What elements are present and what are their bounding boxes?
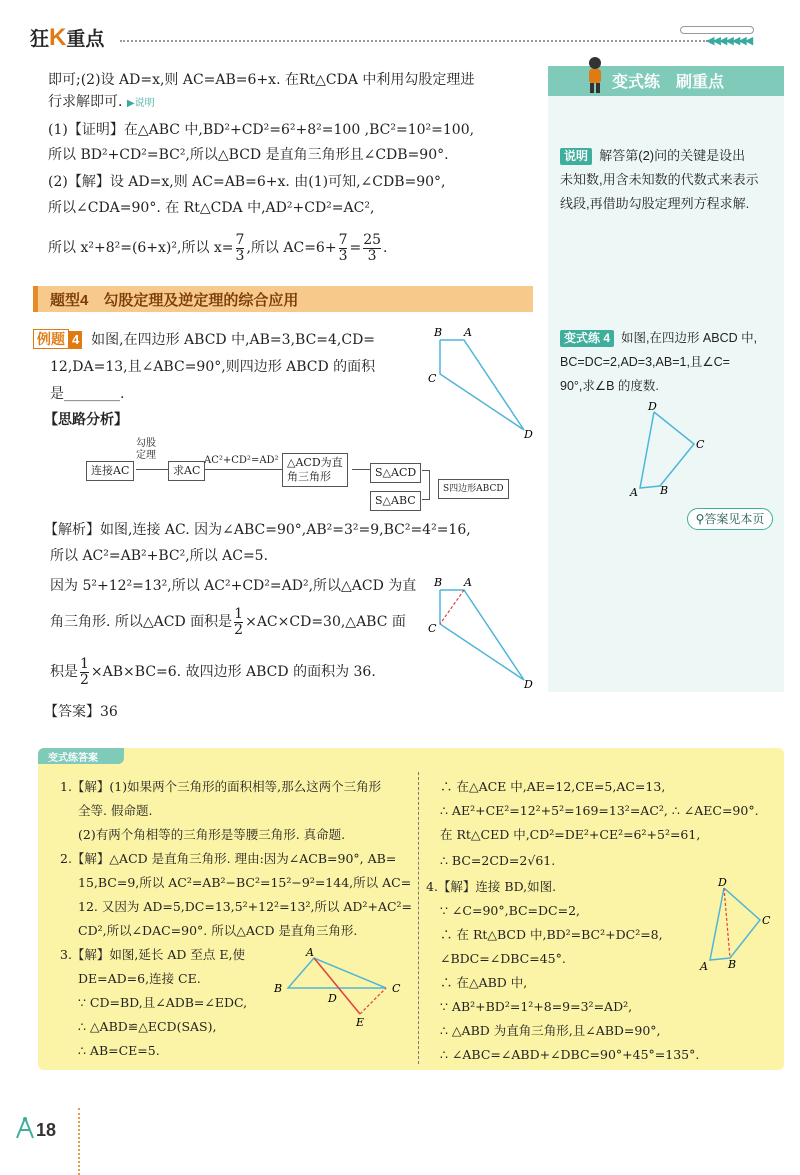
flow-area-acd: S△ACD: [370, 463, 421, 483]
cont-line-5: (2)【解】设 AD=x,则 AC=AB=6+x. 由(1)可知,∠CDB=90°,: [48, 174, 446, 190]
ans-left-5: 15,BC=9,所以 AC²=AB²−BC²=15²−9²=144,所以 AC=: [78, 875, 412, 890]
ans-right-2: ∴ AE²+CE²=12²+5²=169=13²=AC², ∴ ∠AEC=90°.: [440, 803, 759, 818]
fig-label-c: C: [428, 372, 437, 385]
answers-divider: [418, 772, 419, 1064]
ans-right-4: ∴ BC=2CD=2√61.: [440, 853, 556, 868]
answer-line: 【答案】36: [44, 704, 118, 720]
vfig-label-a: A: [630, 486, 638, 499]
a4-label-c: C: [762, 914, 771, 927]
a3-label-a: A: [306, 946, 314, 959]
ans-left-3: (2)有两个角相等的三角形是等腰三角形. 真命题.: [78, 827, 346, 842]
ans-left-4: 2.【解】△ACD 是直角三角形. 理由:因为∠ACB=90°, AB=: [60, 851, 397, 866]
fig-label-a: A: [464, 326, 472, 339]
vfig-label-b: B: [660, 484, 669, 497]
ans-right-1: ∴ 在△ACE 中,AE=12,CE=5,AC=13,: [440, 779, 666, 794]
flow-brace: [422, 470, 430, 500]
ans-left-9: DE=AD=6,连接 CE.: [78, 971, 201, 986]
answer-link-button[interactable]: ⚲答案见本页: [687, 508, 773, 530]
cont-line-3: (1)【证明】在△ABC 中,BD²+CD²=6²+8²=100 ,BC²=10²=100,: [48, 122, 475, 138]
book-logo: 狂K重点: [30, 24, 105, 51]
variant-tag: 变式练 4: [560, 330, 614, 347]
think-heading: 【思路分析】: [44, 412, 128, 428]
variant-figure-quad: [624, 398, 708, 502]
right-panel-title: 变式练 刷重点: [612, 74, 725, 91]
solution-line-1: 【解析】如图,连接 AC. 因为∠ABC=90°,AB²=3²=9,BC²=4²=16,: [44, 522, 471, 538]
solution-figure-quad: [426, 574, 538, 690]
example-number: 4: [69, 331, 82, 349]
vfig-label-c: C: [696, 438, 705, 451]
solution-line-2: 所以 AC²=AB²+BC²,所以 AC=5.: [50, 548, 269, 564]
ans-right-11: ∴ △ABD 为直角三角形,且∠ABD=90°,: [440, 1023, 661, 1038]
solution-line-5: 积是 $\frac{1}{2}$ ×AB×BC=6. 故四边形 ABCD 的面积为 36.: [50, 655, 376, 688]
flow-arrow-3: [352, 469, 370, 470]
ans-right-9: ∴ 在△ABD 中,: [440, 975, 528, 990]
cont-line-6: 所以∠CDA=90°. 在 Rt△CDA 中,AD²+CD²=AC²,: [48, 200, 375, 216]
note-line-3: 线段,再借助勾股定理列方程求解.: [560, 196, 750, 211]
pin-icon: ⚲: [695, 512, 705, 526]
ans-right-12: ∴ ∠ABC=∠ABD+∠DBC=90°+45°=135°.: [440, 1047, 700, 1062]
flow-connect-ac: 连接AC: [86, 461, 134, 481]
header-arrows-icon: ◀◀◀◀◀◀◀: [706, 34, 752, 47]
flow-arrow-label: 勾股 定理: [136, 438, 156, 461]
fig-label-d: D: [524, 428, 533, 440]
variant-line-1: 变式练 4 如图,在四边形 ABCD 中,: [560, 328, 757, 348]
example-figure-quad: [426, 322, 538, 440]
cont-line-4: 所以 BD²+CD²=BC²,所以△BCD 是直角三角形且∠CDB=90°.: [48, 147, 449, 163]
ans-left-12: ∴ AB=CE=5.: [78, 1043, 160, 1058]
page-number-bar: [0, 1108, 80, 1175]
ans-left-8: 3.【解】如图,延长 AD 至点 E,使: [60, 947, 245, 962]
example-line-1: 例题 4 如图,在四边形 ABCD 中,AB=3,BC=4,CD=: [33, 329, 375, 350]
ans-right-10: ∵ AB²+BD²=1²+8=9=3²=AD²,: [440, 999, 633, 1014]
ans-left-11: ∴ △ABD≌△ECD(SAS),: [78, 1019, 217, 1034]
ans-left-7: CD²,所以∠DAC=90°. 所以△ACD 是直角三角形.: [78, 923, 358, 938]
note-line-1: 说明 解答第(2)问的关键是设出: [560, 146, 745, 166]
note-line-2: 未知数,用含未知数的代数式来表示: [560, 172, 759, 187]
example-line-2: 12,DA=13,且∠ABC=90°,则四边形 ABCD 的面积: [50, 359, 376, 375]
answer4-figure: [694, 874, 778, 974]
ans-left-10: ∵ CD=BD,且∠ADB=∠EDC,: [78, 995, 248, 1010]
a4-label-a: A: [700, 960, 708, 973]
ans-right-5: 4.【解】连接 BD,如图.: [426, 879, 557, 894]
a4-label-d: D: [718, 876, 727, 889]
solution-line-4: 角三角形. 所以△ACD 面积是 $\frac{1}{2}$ ×AC×CD=30,△ABC 面: [50, 605, 406, 638]
cont-line-7: 所以 x²+8²=(6+x)²,所以 x= $\frac{7}{3}$ ,所以 AC=6+ $\frac{7}{3}$ = $\frac{25}{3}$ .: [48, 231, 388, 264]
ans-left-2: 全等. 假命题.: [78, 803, 153, 818]
compass-icon: [14, 1116, 36, 1142]
flow-arrow-2: [204, 469, 282, 470]
cont-line-1: 即可;(2)设 AD=x,则 AC=AB=6+x. 在Rt△CDA 中利用勾股定理进: [48, 72, 475, 88]
flow-find-ac: 求AC: [168, 461, 205, 481]
fig2-label-a: A: [464, 576, 472, 589]
note-tag: 说明: [560, 148, 592, 165]
variant-line-3: 90°,求∠B 的度数.: [560, 379, 659, 393]
vfig-label-d: D: [648, 400, 657, 413]
person-icon: [582, 54, 608, 94]
fig2-label-c: C: [428, 622, 437, 635]
flow-equation: AC²+CD²=AD²: [204, 455, 279, 466]
a3-label-b: B: [274, 982, 283, 995]
solution-line-3: 因为 5²+12²=13²,所以 AC²+CD²=AD²,所以△ACD 为直: [50, 578, 417, 594]
ans-left-6: 12. 又因为 AD=5,DC=13,5²+12²=13²,所以 AD²+AC²=: [78, 899, 413, 914]
explain-link[interactable]: ▶说明: [126, 98, 155, 109]
flow-area-abc: S△ABC: [370, 491, 421, 511]
cont-line-2: 行求解即可. ▶说明: [48, 94, 155, 110]
fig2-label-d: D: [524, 678, 533, 690]
answers-header: 变式练答案: [48, 753, 98, 764]
flow-right-triangle: △ACD为直 角三角形: [282, 453, 348, 487]
flow-arrow-1: [136, 469, 168, 470]
fig-label-b: B: [434, 326, 443, 339]
ans-left-1: 1.【解】(1)如果两个三角形的面积相等,那么这两个三角形: [60, 779, 382, 794]
example-line-3: 是________.: [50, 386, 125, 402]
ans-right-7: ∴ 在 Rt△BCD 中,BD²=BC²+DC²=8,: [440, 927, 663, 942]
a3-label-c: C: [392, 982, 401, 995]
flow-area-quad: S四边形ABCD: [438, 479, 509, 499]
header-dotted-rule: [120, 40, 708, 42]
a3-label-e: E: [356, 1016, 365, 1029]
variant-line-2: BC=DC=2,AD=3,AB=1,且∠C=: [560, 355, 730, 369]
example-tag: 例题: [33, 329, 69, 349]
a4-label-b: B: [728, 958, 737, 971]
ans-right-8: ∠BDC=∠DBC=45°.: [440, 951, 566, 966]
section-title-type4: 题型4 勾股定理及逆定理的综合应用: [33, 286, 533, 312]
ans-right-6: ∵ ∠C=90°,BC=DC=2,: [440, 903, 581, 918]
fig2-label-b: B: [434, 576, 443, 589]
header-pill-icon: [680, 26, 754, 34]
page-number: 18: [36, 1120, 57, 1140]
a3-label-d: D: [328, 992, 337, 1005]
answer3-figure: [270, 944, 410, 1030]
ans-right-3: 在 Rt△CED 中,CD²=DE²+CE²=6²+5²=61,: [440, 827, 701, 842]
